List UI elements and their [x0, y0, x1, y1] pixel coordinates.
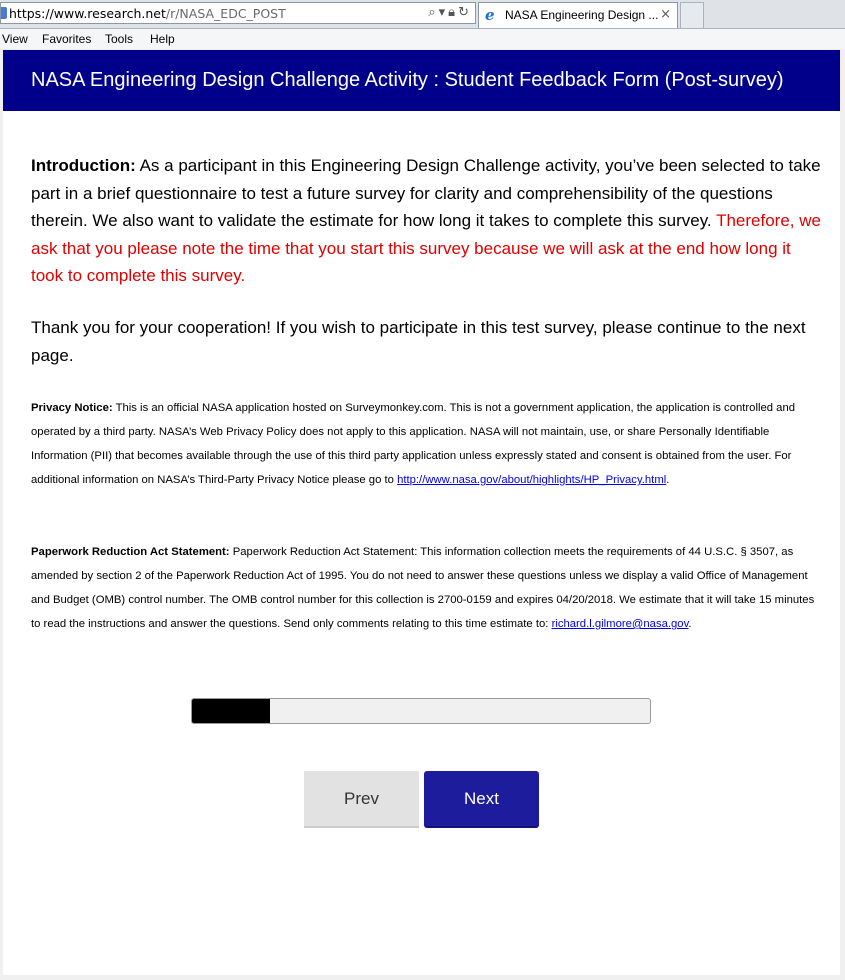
next-button[interactable]: Next — [424, 771, 539, 828]
contact-email-link[interactable]: richard.l.gilmore@nasa.gov — [551, 618, 689, 630]
privacy-notice — [31, 396, 821, 492]
privacy-text: This is an official NASA application hosted on Surveymonkey.com. This is not a government application, the application is controlled and operated by a third party. NASA’s Web Privacy Policy does not apply to this application. NASA will not maintain, use, or share Personally Identifiable Information (PII) that becomes available through the use of this third party application unless expressly stated and consent is obtained from the user. For additional information on NASA’s Third-Party Privacy Notice please go to — [31, 402, 796, 486]
page-title: NASA Engineering Design Challenge Activity : Student Feedback Form (Post-survey) — [31, 69, 784, 91]
progress-bar — [191, 698, 651, 724]
intro-label: Introduction: — [31, 156, 136, 175]
browser-tab[interactable] — [478, 2, 678, 28]
menu-view[interactable]: View — [2, 32, 28, 46]
refresh-icon[interactable]: ↻ — [458, 5, 469, 20]
paperwork-statement — [31, 540, 821, 636]
menu-tools[interactable]: Tools — [105, 32, 134, 46]
close-icon[interactable]: × — [660, 7, 671, 22]
intro-text: As a participant in this Engineering Design Challenge activity, you’ve been selected to take part in a brief questionnaire to test a future survey for clarity and comprehensibility of the questions therein. We also want to validate the estimate for how long it takes to complete this survey. — [31, 156, 821, 231]
progress-fill — [192, 699, 270, 723]
dropdown-icon[interactable]: ▾ — [438, 5, 446, 20]
url-host: https://www.research.net — [9, 6, 166, 21]
paperwork-period: . — [688, 618, 692, 630]
paperwork-text: Paperwork Reduction Act Statement: This information collection meets the requirements of 44 U.S.C. § 3507, as amended by section 2 of the Paperwork Reduction Act of 1995. You do not need to answer these questions unless we display a valid Office of Management and Budget (OMB) control number. The OMB control number for this collection is 2700-0159 and expires 04/20/2018. We estimate that it will take 15 minutes to read the instructions and answer the questions. Send only comments relating to this time estimate to: — [31, 546, 815, 630]
site-icon — [1, 7, 7, 19]
menu-favorites[interactable]: Favorites — [42, 32, 92, 46]
privacy-link[interactable]: http://www.nasa.gov/about/highlights/HP_Privacy.html — [397, 474, 667, 486]
menu-help[interactable]: Help — [150, 32, 175, 46]
menu-bar — [0, 29, 845, 49]
address-bar-icons — [425, 5, 469, 20]
url-path: /r/NASA_EDC_POST — [165, 6, 286, 21]
ie-icon: e — [485, 6, 495, 24]
search-icon[interactable]: ⌕ — [428, 5, 436, 20]
prev-button[interactable]: Prev — [304, 771, 419, 828]
address-bar[interactable] — [0, 2, 476, 24]
header-banner — [3, 50, 840, 111]
survey-page — [3, 50, 840, 975]
privacy-label: Privacy Notice: — [31, 402, 113, 414]
intro-warning: Therefore, we ask that you please note the time that you start this survey because we will ask at the end how long it took to complete this survey. — [31, 211, 821, 286]
privacy-period: . — [666, 474, 670, 486]
tab-title: NASA Engineering Design ... — [505, 8, 659, 22]
lock-icon[interactable]: 🔒︎ — [448, 5, 456, 20]
browser-toolbar — [0, 0, 845, 29]
paperwork-label: Paperwork Reduction Act Statement: — [31, 546, 230, 558]
thanks-text: Thank you for your cooperation! If you wish to participate in this test survey, please continue to the next page. — [31, 318, 806, 365]
url-text[interactable] — [9, 6, 286, 21]
new-tab-button[interactable] — [680, 2, 704, 28]
introduction — [31, 152, 821, 290]
